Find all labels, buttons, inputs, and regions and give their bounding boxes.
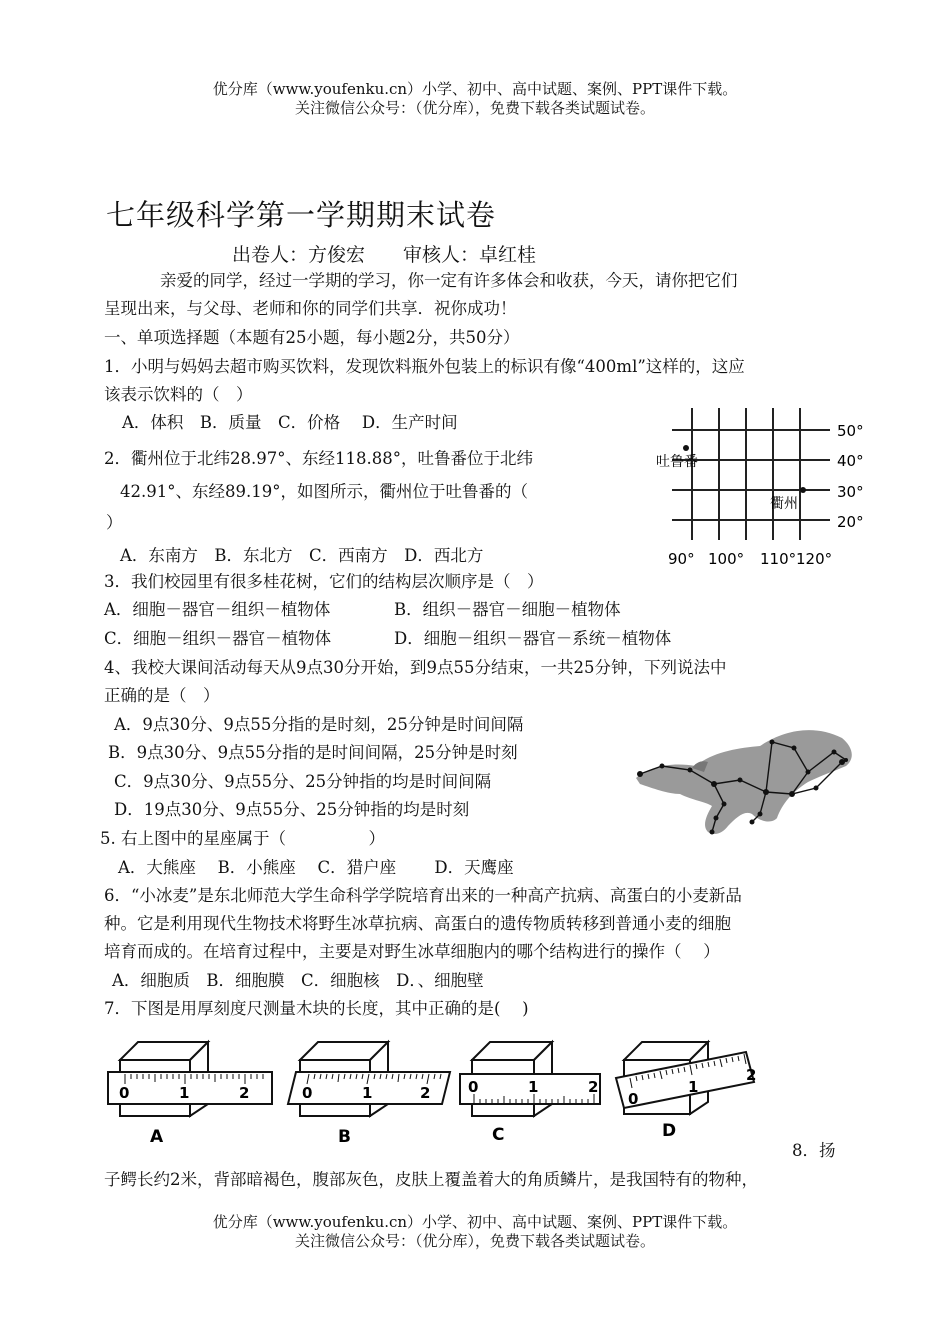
latitude-longitude-map — [650, 400, 870, 572]
ruler-c-label: C — [492, 1125, 505, 1145]
ruler-d-tick-1: 1 — [688, 1078, 699, 1096]
ruler-b-tick-0: 0 — [302, 1084, 313, 1102]
q6-line-3: 培育而成的。在培育过程中，主要是对野生冰草细胞内的哪个结构进行的操作（ ） — [104, 942, 720, 961]
q6-options: A．细胞质 B．细胞膜 C．细胞核 D．、细胞壁 — [112, 971, 484, 990]
q3-option-a: A．细胞－器官－组织－植物体 — [104, 600, 331, 619]
ruler-b-tick-1: 1 — [362, 1084, 373, 1102]
q6-line-2: 种。它是利用现代生物技术将野生冰草抗病、高蛋白的遗传物质转移到普通小麦的细胞 — [104, 914, 731, 933]
ruler-figure-b — [288, 1042, 450, 1116]
ruler-measurement-figures — [100, 1030, 780, 1148]
ruler-c-tick-0: 0 — [468, 1078, 479, 1096]
lat-label-30: 30° — [837, 483, 864, 501]
q5-options: A．大熊座 B．小熊座 C．猎户座 D．天鹰座 — [118, 858, 514, 877]
header-line-2: 关注微信公众号：（优分库），免费下载各类试题试卷。 — [294, 99, 655, 117]
q4-option-c: C．9点30分、9点55分、25分钟指的均是时间间隔 — [114, 772, 492, 791]
ruler-c-tick-1: 1 — [528, 1078, 539, 1096]
q8-line-2: 子鳄长约2米，背部暗褐色，腹部灰色，皮肤上覆盖着大的角质鳞片，是我国特有的物种， — [104, 1170, 758, 1189]
constellation-figure — [632, 722, 857, 840]
ruler-a-tick-2: 2 — [239, 1084, 250, 1102]
q3-option-b: B．组织－器官－细胞－植物体 — [394, 600, 621, 619]
header-line-1: 优分库（www.youfenku.cn）小学、初中、高中试题、案例、PPT课件下载。 — [212, 80, 738, 98]
q1-line-1: 1．小明与妈妈去超市购买饮料，发现饮料瓶外包装上的标识有像“400ml”这样的，这应 — [104, 357, 745, 376]
lon-label-100: 100° — [708, 550, 745, 568]
ruler-c-tick-2: 2 — [588, 1078, 599, 1096]
lon-label-120: 120° — [796, 550, 833, 568]
q2-line-3: ） — [106, 513, 123, 532]
map-city-turpan: 吐鲁番 — [656, 454, 698, 470]
ruler-figure-a — [108, 1042, 272, 1116]
footer-line-1: 优分库（www.youfenku.cn）小学、初中、高中试题、案例、PPT课件下载。 — [212, 1213, 738, 1231]
ruler-a-tick-0: 0 — [119, 1084, 130, 1102]
page-title: 七年级科学第一学期期末试卷 — [106, 198, 497, 232]
q1-options: A．体积 B．质量 C．价格 D．生产时间 — [122, 413, 458, 432]
lon-label-90: 90° — [668, 550, 695, 568]
q2-options: A．东南方 B．东北方 C．西南方 D．西北方 — [120, 546, 484, 565]
q4-line-2: 正确的是（ ） — [104, 686, 220, 705]
authors-line: 出卷人：方俊宏 审核人：卓红桂 — [232, 244, 537, 266]
q8-start: 8．扬 — [792, 1141, 836, 1160]
q4-line-1: 4、我校大课间活动每天从9点30分开始，到9点55分结束，一共25分钟，下列说法中 — [104, 658, 727, 677]
q2-line-1: 2．衢州位于北纬28.97°、东经118.88°，吐鲁番位于北纬 — [104, 449, 533, 468]
q1-line-2: 该表示饮料的（ ） — [104, 385, 253, 404]
lat-label-50: 50° — [837, 422, 864, 440]
ruler-a-tick-1: 1 — [179, 1084, 190, 1102]
ruler-d-tick-2: 2 — [746, 1066, 757, 1084]
map-city-quzhou: 衢州 — [770, 496, 798, 512]
q2-line-2: 42.91°、东经89.19°，如图所示，衢州位于吐鲁番的（ — [120, 482, 528, 501]
lat-label-40: 40° — [837, 452, 864, 470]
quzhou-marker — [800, 487, 806, 493]
lat-label-20: 20° — [837, 513, 864, 531]
ruler-d-label: D — [662, 1121, 677, 1141]
ruler-b-tick-2: 2 — [420, 1084, 431, 1102]
q5-stem: 5. 右上图中的星座属于（ ） — [100, 829, 385, 848]
ruler-b-label: B — [338, 1127, 351, 1147]
ruler-d-tick-0: 0 — [628, 1090, 639, 1108]
intro-line-2: 呈现出来，与父母、老师和你的同学们共享．祝你成功！ — [104, 299, 517, 318]
q3-option-d: D．细胞－组织－器官－系统－植物体 — [394, 629, 672, 648]
q4-option-a: A．9点30分、9点55分指的是时刻，25分钟是时间间隔 — [114, 715, 524, 734]
q6-line-1: 6．“小冰麦”是东北师范大学生命科学学院培育出来的一种高产抗病、高蛋白的小麦新品 — [104, 886, 742, 905]
section-heading: 一、单项选择题（本题有25小题，每小题2分，共50分） — [104, 328, 520, 347]
q3-stem: 3．我们校园里有很多桂花树，它们的结构层次顺序是（ ） — [104, 572, 544, 591]
footer-line-2: 关注微信公众号：（优分库），免费下载各类试题试卷。 — [294, 1232, 655, 1250]
q4-option-d: D．19点30分、9点55分、25分钟指的均是时刻 — [114, 800, 470, 819]
lon-label-110: 110° — [760, 550, 797, 568]
intro-line-1: 亲爱的同学，经过一学期的学习，你一定有许多体会和收获，今天，请你把它们 — [160, 271, 738, 290]
q7-stem: 7．下图是用厚刻度尺测量木块的长度，其中正确的是( ) — [104, 999, 529, 1018]
turpan-marker — [683, 445, 689, 451]
map-grid — [672, 408, 830, 540]
ruler-a-label: A — [150, 1127, 164, 1147]
q3-option-c: C．细胞－组织－器官－植物体 — [104, 629, 332, 648]
q4-option-b: B．9点30分、9点55分指的是时间间隔，25分钟是时刻 — [108, 743, 518, 762]
